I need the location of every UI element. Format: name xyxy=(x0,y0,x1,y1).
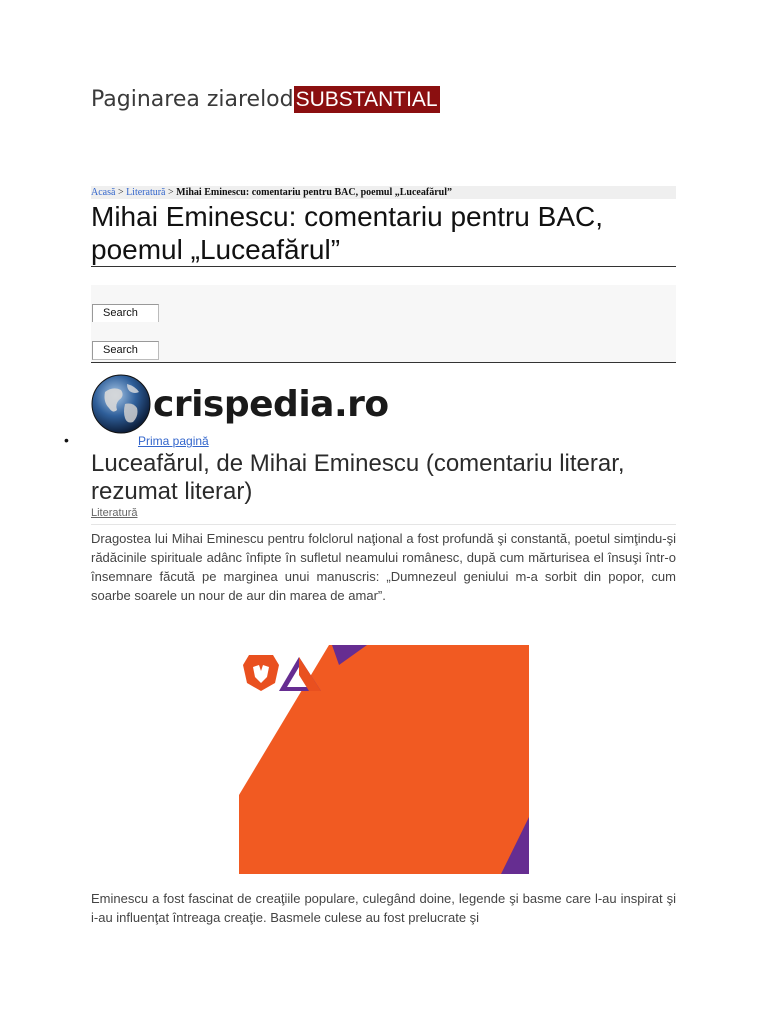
list-bullet: • xyxy=(64,432,69,448)
breadcrumb-current: Mihai Eminescu: comentariu pentru BAC, poemul „Luceafărul” xyxy=(176,187,452,198)
site-header xyxy=(91,86,440,113)
site-name: Paginarea ziarelod xyxy=(91,87,294,112)
globe-icon xyxy=(91,374,151,434)
post-title: Luceafărul, de Mihai Eminescu (comentariu literar, rezumat literar) xyxy=(91,450,625,505)
breadcrumb-home-link[interactable]: Acasă xyxy=(91,187,116,198)
search-box xyxy=(91,285,676,326)
breadcrumb-category-link[interactable]: Literatură xyxy=(126,187,166,198)
search-button[interactable]: Search xyxy=(92,341,159,360)
post-category-link[interactable]: Literatură xyxy=(91,507,138,519)
site-logo[interactable] xyxy=(91,374,389,434)
search-button[interactable]: Search xyxy=(92,304,159,323)
search-box xyxy=(91,322,676,363)
article-title: Mihai Eminescu: comentariu pentru BAC, poemul „Luceafărul” xyxy=(91,200,676,267)
breadcrumb-separator: > xyxy=(115,187,127,198)
site-badge: SUBSTANTIAL xyxy=(295,88,438,111)
logo-wordmark: crispedia.ro xyxy=(153,383,389,425)
article-paragraph: Eminescu a fost fascinat de creaţiile populare, culegând doine, legende şi basme care l-au inspirat şi i-au influenţat întreaga creaţie. Basmele culese au fost prelucrate şi xyxy=(91,891,676,925)
nav-home-link[interactable]: Prima pagină xyxy=(138,434,209,448)
divider xyxy=(91,524,676,525)
breadcrumb-separator: > xyxy=(165,187,177,198)
article-paragraph: Dragostea lui Mihai Eminescu pentru folclorul naţional a fost profundă şi constantă, poetul simţindu-şi rădăcinile spirituale adânc înfipte în sufletul neamului românesc, după cum mărturisea el însuşi într-o însemnare făcută pe marginea unui manuscris: „Dumnezeul geniului m-a sorbit din popor, cum soarbe soarele un nour de aur din marea de amar”. xyxy=(91,531,676,603)
breadcrumb xyxy=(91,186,676,199)
promo-image[interactable] xyxy=(239,645,529,874)
